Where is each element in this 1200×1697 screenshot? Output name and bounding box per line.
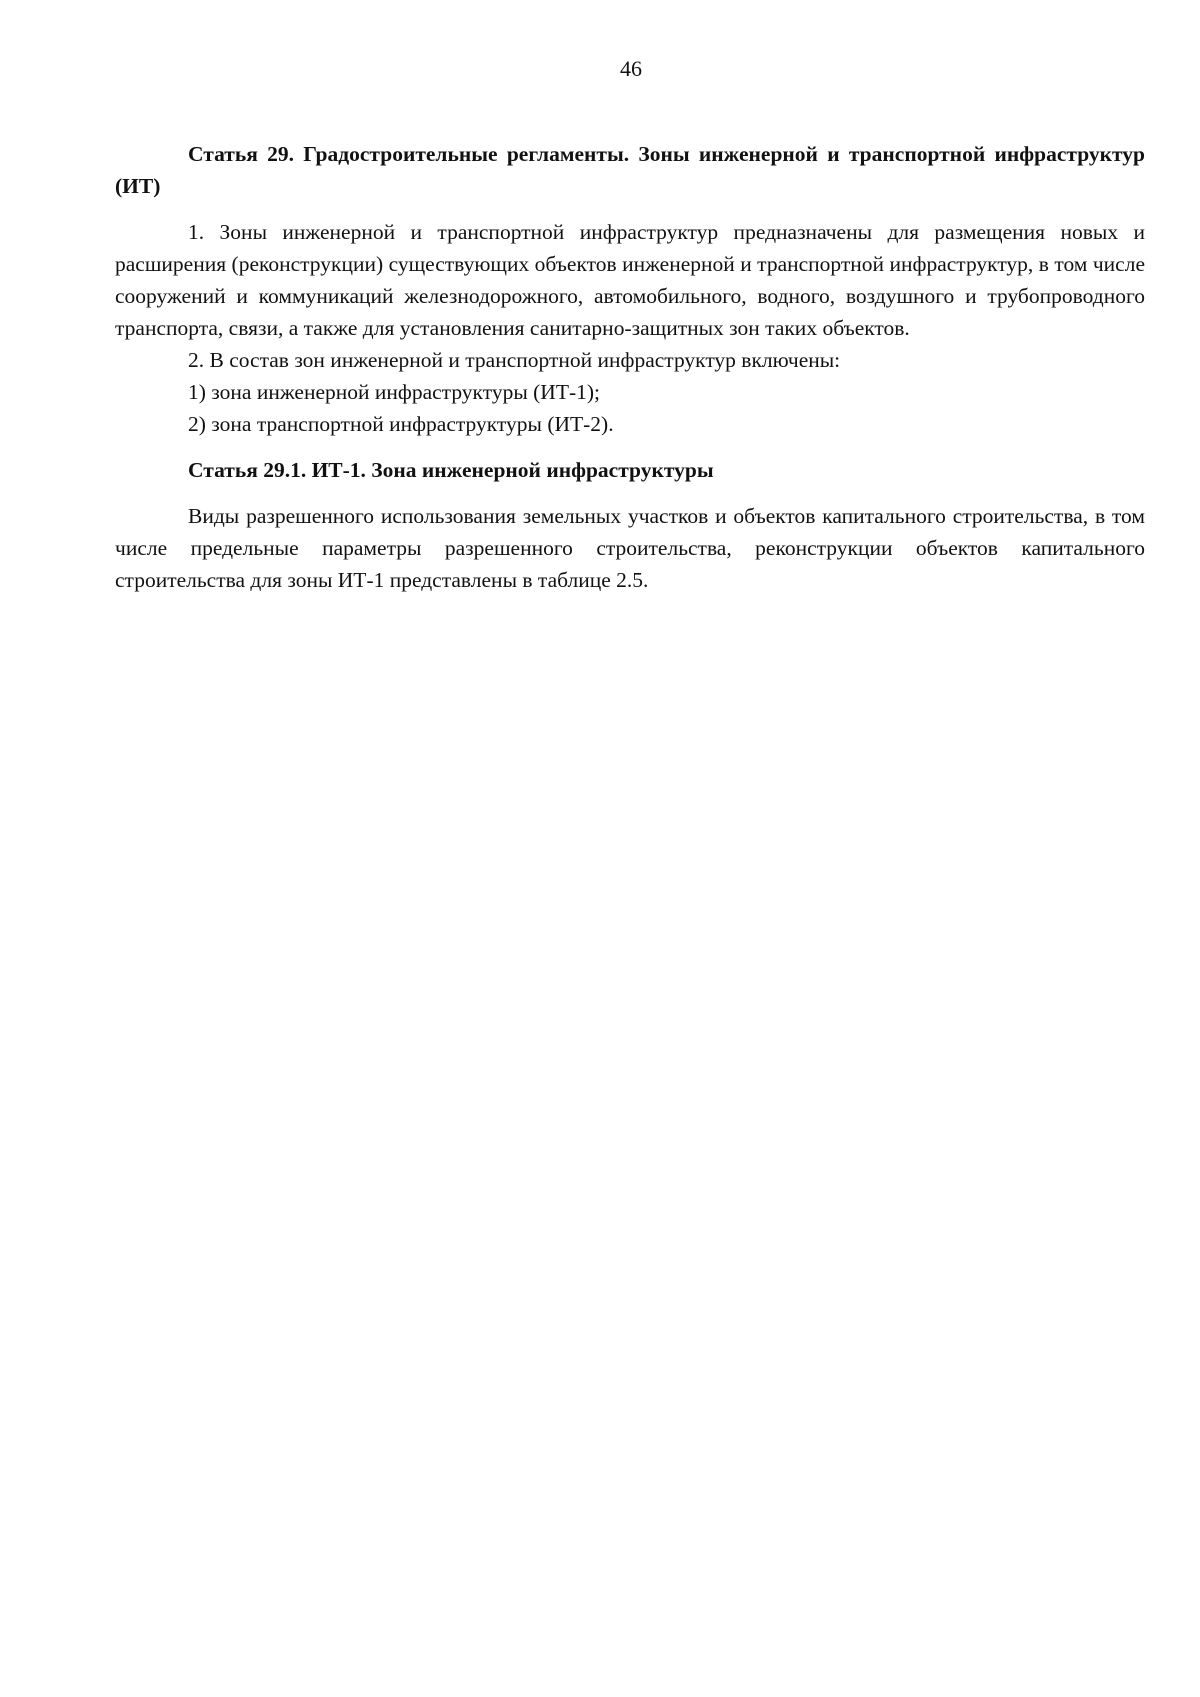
article-29-1-heading: Статья 29.1. ИТ-1. Зона инженерной инфраструктуры xyxy=(188,458,714,482)
article-29-1-paragraph-1: Виды разрешенного использования земельных участков и объектов капитального строительства, в том числе предельные параметры разрешенного строительства, реконструкции объектов капитального строительства для зоны ИТ-1 представлены в таблице 2.5. xyxy=(115,504,1145,592)
article-29-paragraph-2: 2. В состав зон инженерной и транспортной инфраструктур включены: xyxy=(188,348,841,372)
article-29-heading: Статья 29. Градостроительные регламенты. Зоны инженерной и транспортной инфраструктур (ИТ) xyxy=(115,142,1145,198)
page-content xyxy=(115,138,1145,596)
article-29-list-item-1: 1) зона инженерной инфраструктуры (ИТ-1); xyxy=(188,380,600,404)
article-29-list-item-2: 2) зона транспортной инфраструктуры (ИТ-2). xyxy=(188,412,614,436)
article-29-paragraph-1: 1. Зоны инженерной и транспортной инфраструктур предназначены для размещения новых и расширения (реконструкции) существующих объектов инженерной и транспортной инфраструктур, в том числе сооружений и коммуникаций железнодорожного, автомобильного, водного, воздушного и трубопроводного транспорта, связи, а также для установления санитарно-защитных зон таких объектов. xyxy=(115,220,1145,340)
page-number: 46 xyxy=(620,56,642,81)
